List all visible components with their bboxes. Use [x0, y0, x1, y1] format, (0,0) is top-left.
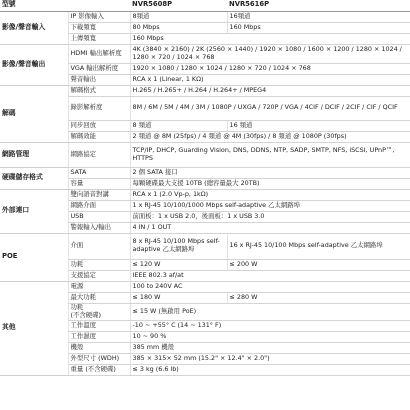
row-label: 電源: [68, 281, 130, 292]
cell-value: 10 ~ 90 %: [130, 331, 410, 342]
cell-value: IEEE 802.3 af/at: [130, 270, 410, 281]
row-label: 容量: [68, 178, 130, 189]
section-av-output: 影像/聲音輸出: [0, 44, 68, 85]
cell-value: 100 to 240V AC: [130, 281, 410, 292]
table-row: [0, 11, 410, 22]
cell-value: 2 個 SATA 接口: [130, 167, 410, 178]
cell-value: ≤ 15 W (無啟用 PoE): [130, 303, 410, 320]
section-external: 外部連口: [0, 189, 68, 233]
row-label: VGA 輸出解析度: [68, 63, 130, 74]
table-row: [0, 233, 410, 259]
table-row: [0, 281, 410, 292]
row-label: 同步回放: [68, 120, 130, 131]
section-decode: 解碼: [0, 85, 68, 142]
section-storage: 硬碟儲存格式: [0, 167, 68, 189]
cell-value: ≤ 200 W: [227, 259, 410, 270]
row-label: 上傳頻寬: [68, 33, 130, 44]
cell-value: ≤ 280 W: [227, 292, 410, 303]
section-poe: POE: [0, 233, 68, 281]
row-label: 外型尺寸 (WDH): [68, 353, 130, 364]
row-label: 支援協定: [68, 270, 130, 281]
row-label: 雙向語音對講: [68, 189, 130, 200]
cell-value: 1920 × 1080 / 1280 × 1024 / 1280 × 720 / 1024 × 768: [130, 63, 410, 74]
cell-value: 385 × 315× 52 mm (15.2" × 12.4" × 2.0"): [130, 353, 410, 364]
cell-value: 8 頻道: [130, 120, 227, 131]
cell-value: 16 x RJ-45 10/100 Mbps self-adaptive 乙太網路埠: [227, 233, 410, 259]
row-label: USB: [68, 211, 130, 222]
cell-value: 1 x RJ-45 10/100/1000 Mbps self-adaptive 乙太網路埠: [130, 200, 410, 211]
section-network-mgmt: 網路管理: [0, 142, 68, 167]
cell-value: 每顆硬碟最大支援 10TB (總容量最大 20TB): [130, 178, 410, 189]
cell-value: 385 mm 機殼: [130, 342, 410, 353]
cell-value: 160 Mbps: [130, 33, 410, 44]
cell-value: H.265 / H.265+ / H.264 / H.264+ / MPEG4: [130, 85, 410, 96]
row-label: 下載頻寬: [68, 22, 130, 33]
row-label: 警報輸入/輸出: [68, 222, 130, 233]
cell-value: ≤ 120 W: [130, 259, 227, 270]
row-label: 最大功耗: [68, 292, 130, 303]
row-label: 錄影解析度: [68, 96, 130, 120]
cell-value: 2 頻道 @ 8M (25fps) / 4 頻道 @ 4M (30fps) / 8 頻道 @ 1080P (30fps): [130, 131, 410, 142]
table-row: [0, 44, 410, 63]
cell-value: 80 Mbps: [130, 22, 227, 33]
row-label: 聲音輸出: [68, 74, 130, 85]
section-other: 其他: [0, 281, 68, 375]
cell-value: 4 IN / 1 OUT: [130, 222, 410, 233]
row-label: 介面: [68, 233, 130, 259]
row-label: SATA: [68, 167, 130, 178]
row-label: 解碼格式: [68, 85, 130, 96]
row-label: IP 影像輸入: [68, 11, 130, 22]
header-row: [0, 0, 410, 11]
row-label: 功耗: [68, 259, 130, 270]
model-a: NVR5608P: [130, 0, 227, 11]
cell-value: 16頻道: [227, 11, 410, 22]
row-label: 網路介面: [68, 200, 130, 211]
model-b: NVR5616P: [227, 0, 410, 11]
row-label: 工作溫度: [68, 320, 130, 331]
cell-value: -10 ~ +55° C (14 ~ 131° F): [130, 320, 410, 331]
row-label: 機殼: [68, 342, 130, 353]
cell-value: TCP/IP, DHCP, Guarding Vision, DNS, DDNS, NTP, SADP, SMTP, NFS, iSCSI, UPnP™, HTTPS: [130, 142, 410, 167]
section-av-input: 影像/聲音輸入: [0, 11, 68, 44]
row-label: 重量 (不含硬碟): [68, 364, 130, 375]
table-row: [0, 142, 410, 167]
row-label: HDMI 輸出解析度: [68, 44, 130, 63]
row-label: 解碼效能: [68, 131, 130, 142]
cell-value: RCA x 1 (Linear, 1 KΩ): [130, 74, 410, 85]
cell-value: 8 x RJ-45 10/100 Mbps self-adaptive 乙太網路埠: [130, 233, 227, 259]
cell-value: 8M / 6M / 5M / 4M / 3M / 1080P / UXGA / 720P / VGA / 4CIF / DCIF / 2CIF / CIF / QCIF: [130, 96, 410, 120]
cell-value: 8頻道: [130, 11, 227, 22]
cell-value: 16 頻道: [227, 120, 410, 131]
sub-header-empty: [68, 0, 130, 11]
cell-value: 前面板：1 x USB 2.0，後面板：1 x USB 3.0: [130, 211, 410, 222]
row-label: 功耗 (不含硬碟): [68, 303, 130, 320]
table-row: [0, 189, 410, 200]
row-label: 工作濕度: [68, 331, 130, 342]
table-row: [0, 167, 410, 178]
cell-value: ≤ 3 kg (6.6 lb): [130, 364, 410, 375]
cell-value: RCA x 1 (2.0 Vp-p, 1kΩ): [130, 189, 410, 200]
row-label: 網路協定: [68, 142, 130, 167]
model-label: 型號: [0, 0, 68, 11]
cell-value: 4K (3840 × 2160) / 2K (2560 × 1440) / 1920 × 1080 / 1600 × 1200 / 1280 × 1024 / 1280 × 720 / 1024 × 768: [130, 44, 410, 63]
cell-value: ≤ 180 W: [130, 292, 227, 303]
table-row: [0, 85, 410, 96]
cell-value: 160 Mbps: [227, 22, 410, 33]
